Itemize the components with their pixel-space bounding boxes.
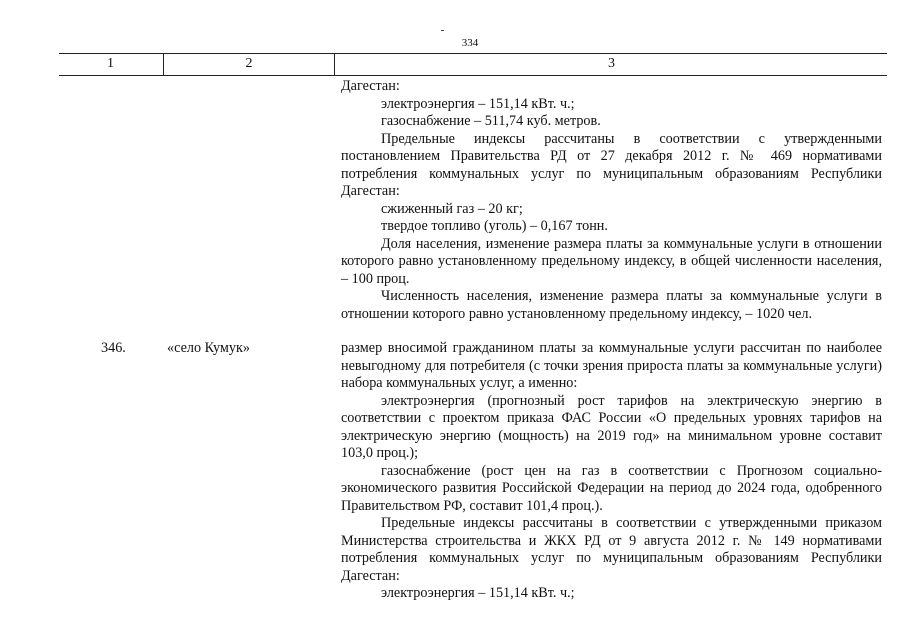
paragraph: электроэнергия – 151,14 кВт. ч.; [381, 585, 575, 601]
scan-mark [441, 30, 444, 31]
column-header-2: 2 [163, 54, 334, 75]
paragraph: Предельные индексы рассчитаны в соответствии с утвержденными приказом Министерства строительства и ЖКХ РД от 9 августа 2012 г. № 149 нормативами потребления коммунальных услуг по муниципальным образованиям Республики Дагестан: [341, 515, 882, 584]
paragraph: газоснабжение – 511,74 куб. метров. [381, 113, 601, 129]
row-number: 346. [101, 340, 126, 356]
paragraph: газоснабжение (рост цен на газ в соответствии с Прогнозом социально-экономического развития Российской Федерации на период до 2024 года, одобренного Правительством РФ, составит 101,4 проц.). [341, 462, 882, 514]
paragraph: Доля населения, изменение размера платы за коммунальные услуги в отношении которого равно установленному предельному индексу, в общей численности населения, – 100 проц. [341, 235, 882, 287]
column-header-3: 3 [334, 54, 888, 75]
paragraph: электроэнергия (прогнозный рост тарифов на электрическую энергию в соответствии с проектом приказа ФАС России «О предельных уровнях тарифов на электрическую энергию (мощность) на 2019 год» на минимальном уровне составит 103,0 проц.); [341, 392, 882, 461]
settlement-name: «село Кумук» [167, 340, 250, 356]
column-header-1: 1 [107, 56, 114, 71]
paragraph: Численность населения, изменение размера платы за коммунальные услуги в отношении которого равно установленному предельному индексу, – 1020 чел. [341, 288, 882, 322]
paragraph: размер вносимой гражданином платы за коммунальные услуги рассчитан по наиболее невыгодному для потребителя (с точки зрения прироста платы за коммунальные услуги) набора коммунальных услуг, а именно: [341, 340, 882, 391]
paragraph: сжиженный газ – 20 кг; [381, 200, 523, 217]
paragraph: Предельные индексы рассчитаны в соответствии с утвержденными постановлением Правительства РД от 27 декабря 2012 г. № 469 нормативами потребления коммунальных услуг по муниципальным образованиям Республики Дагестан: [341, 130, 882, 199]
paragraph: электроэнергия – 151,14 кВт. ч.; [381, 95, 575, 112]
continuation-text [341, 78, 882, 323]
row-346-text [341, 340, 882, 603]
paragraph: Дагестан: [341, 78, 400, 94]
page-number: 334 [461, 37, 479, 49]
paragraph: твердое топливо (уголь) – 0,167 тонн. [381, 218, 608, 234]
table-header [59, 53, 887, 76]
